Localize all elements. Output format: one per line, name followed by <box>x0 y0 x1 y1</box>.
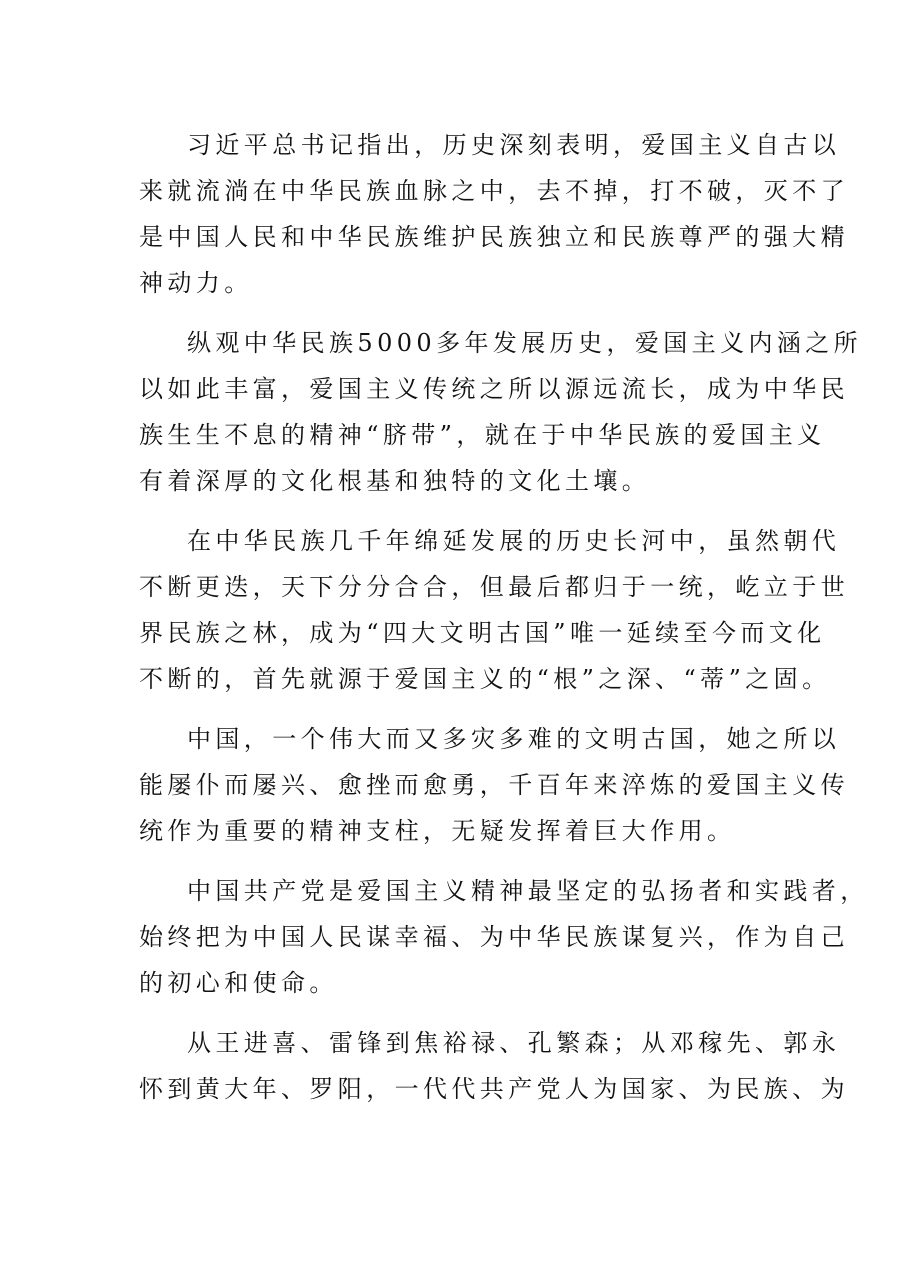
paragraph-line: 习近平总书记指出，历史深刻表明，爱国主义自古以 <box>187 131 841 159</box>
paragraph-5 <box>139 868 869 1006</box>
paragraph-line: 在中华民族几千年绵延发展的历史长河中，虽然朝代 <box>187 527 841 555</box>
paragraph-line: 来就流淌在中华民族血脉之中，去不掉，打不破，灭不了 <box>139 177 849 205</box>
paragraph-4 <box>139 716 849 854</box>
paragraph-line: 有着深厚的文化根基和独特的文化土壤。 <box>139 467 651 495</box>
paragraph-line: 是中国人民和中华民族维护民族独立和民族尊严的强大精 <box>139 223 849 251</box>
paragraph-6 <box>139 1020 849 1112</box>
paragraph-line: 的初心和使命。 <box>139 969 338 997</box>
paragraph-3 <box>139 518 849 702</box>
paragraph-line: 族生生不息的精神“脐带”，就在于中华民族的爱国主义 <box>139 421 826 449</box>
paragraph-line: 神动力。 <box>139 269 253 297</box>
paragraph-line: 界民族之林，成为“四大文明古国”唯一延续至今而文化 <box>139 619 826 647</box>
paragraph-2 <box>139 320 863 504</box>
paragraph-line: 不断的，首先就源于爱国主义的“根”之深、“蒂”之固。 <box>139 665 831 693</box>
paragraph-line: 从王进喜、雷锋到焦裕禄、孔繁森；从邓稼先、郭永 <box>187 1029 841 1057</box>
paragraph-1 <box>139 122 849 306</box>
paragraph-line: 以如此丰富，爱国主义传统之所以源远流长，成为中华民 <box>139 375 849 403</box>
paragraph-line: 始终把为中国人民谋幸福、为中华民族谋复兴，作为自己 <box>139 923 849 951</box>
paragraph-line: 中国，一个伟大而又多灾多难的文明古国，她之所以 <box>187 725 841 753</box>
document-body <box>139 122 869 1126</box>
paragraph-line: 能屡仆而屡兴、愈挫而愈勇，千百年来淬炼的爱国主义传 <box>139 771 849 799</box>
paragraph-line: 统作为重要的精神支柱，无疑发挥着巨大作用。 <box>139 817 736 845</box>
paragraph-line: 纵观中华民族5000多年发展历史，爱国主义内涵之所 <box>187 329 863 357</box>
paragraph-line: 怀到黄大年、罗阳，一代代共产党人为国家、为民族、为 <box>139 1075 849 1103</box>
paragraph-line: 不断更迭，天下分分合合，但最后都归于一统，屹立于世 <box>139 573 849 601</box>
paragraph-line: 中国共产党是爱国主义精神最坚定的弘扬者和实践者， <box>187 877 869 905</box>
